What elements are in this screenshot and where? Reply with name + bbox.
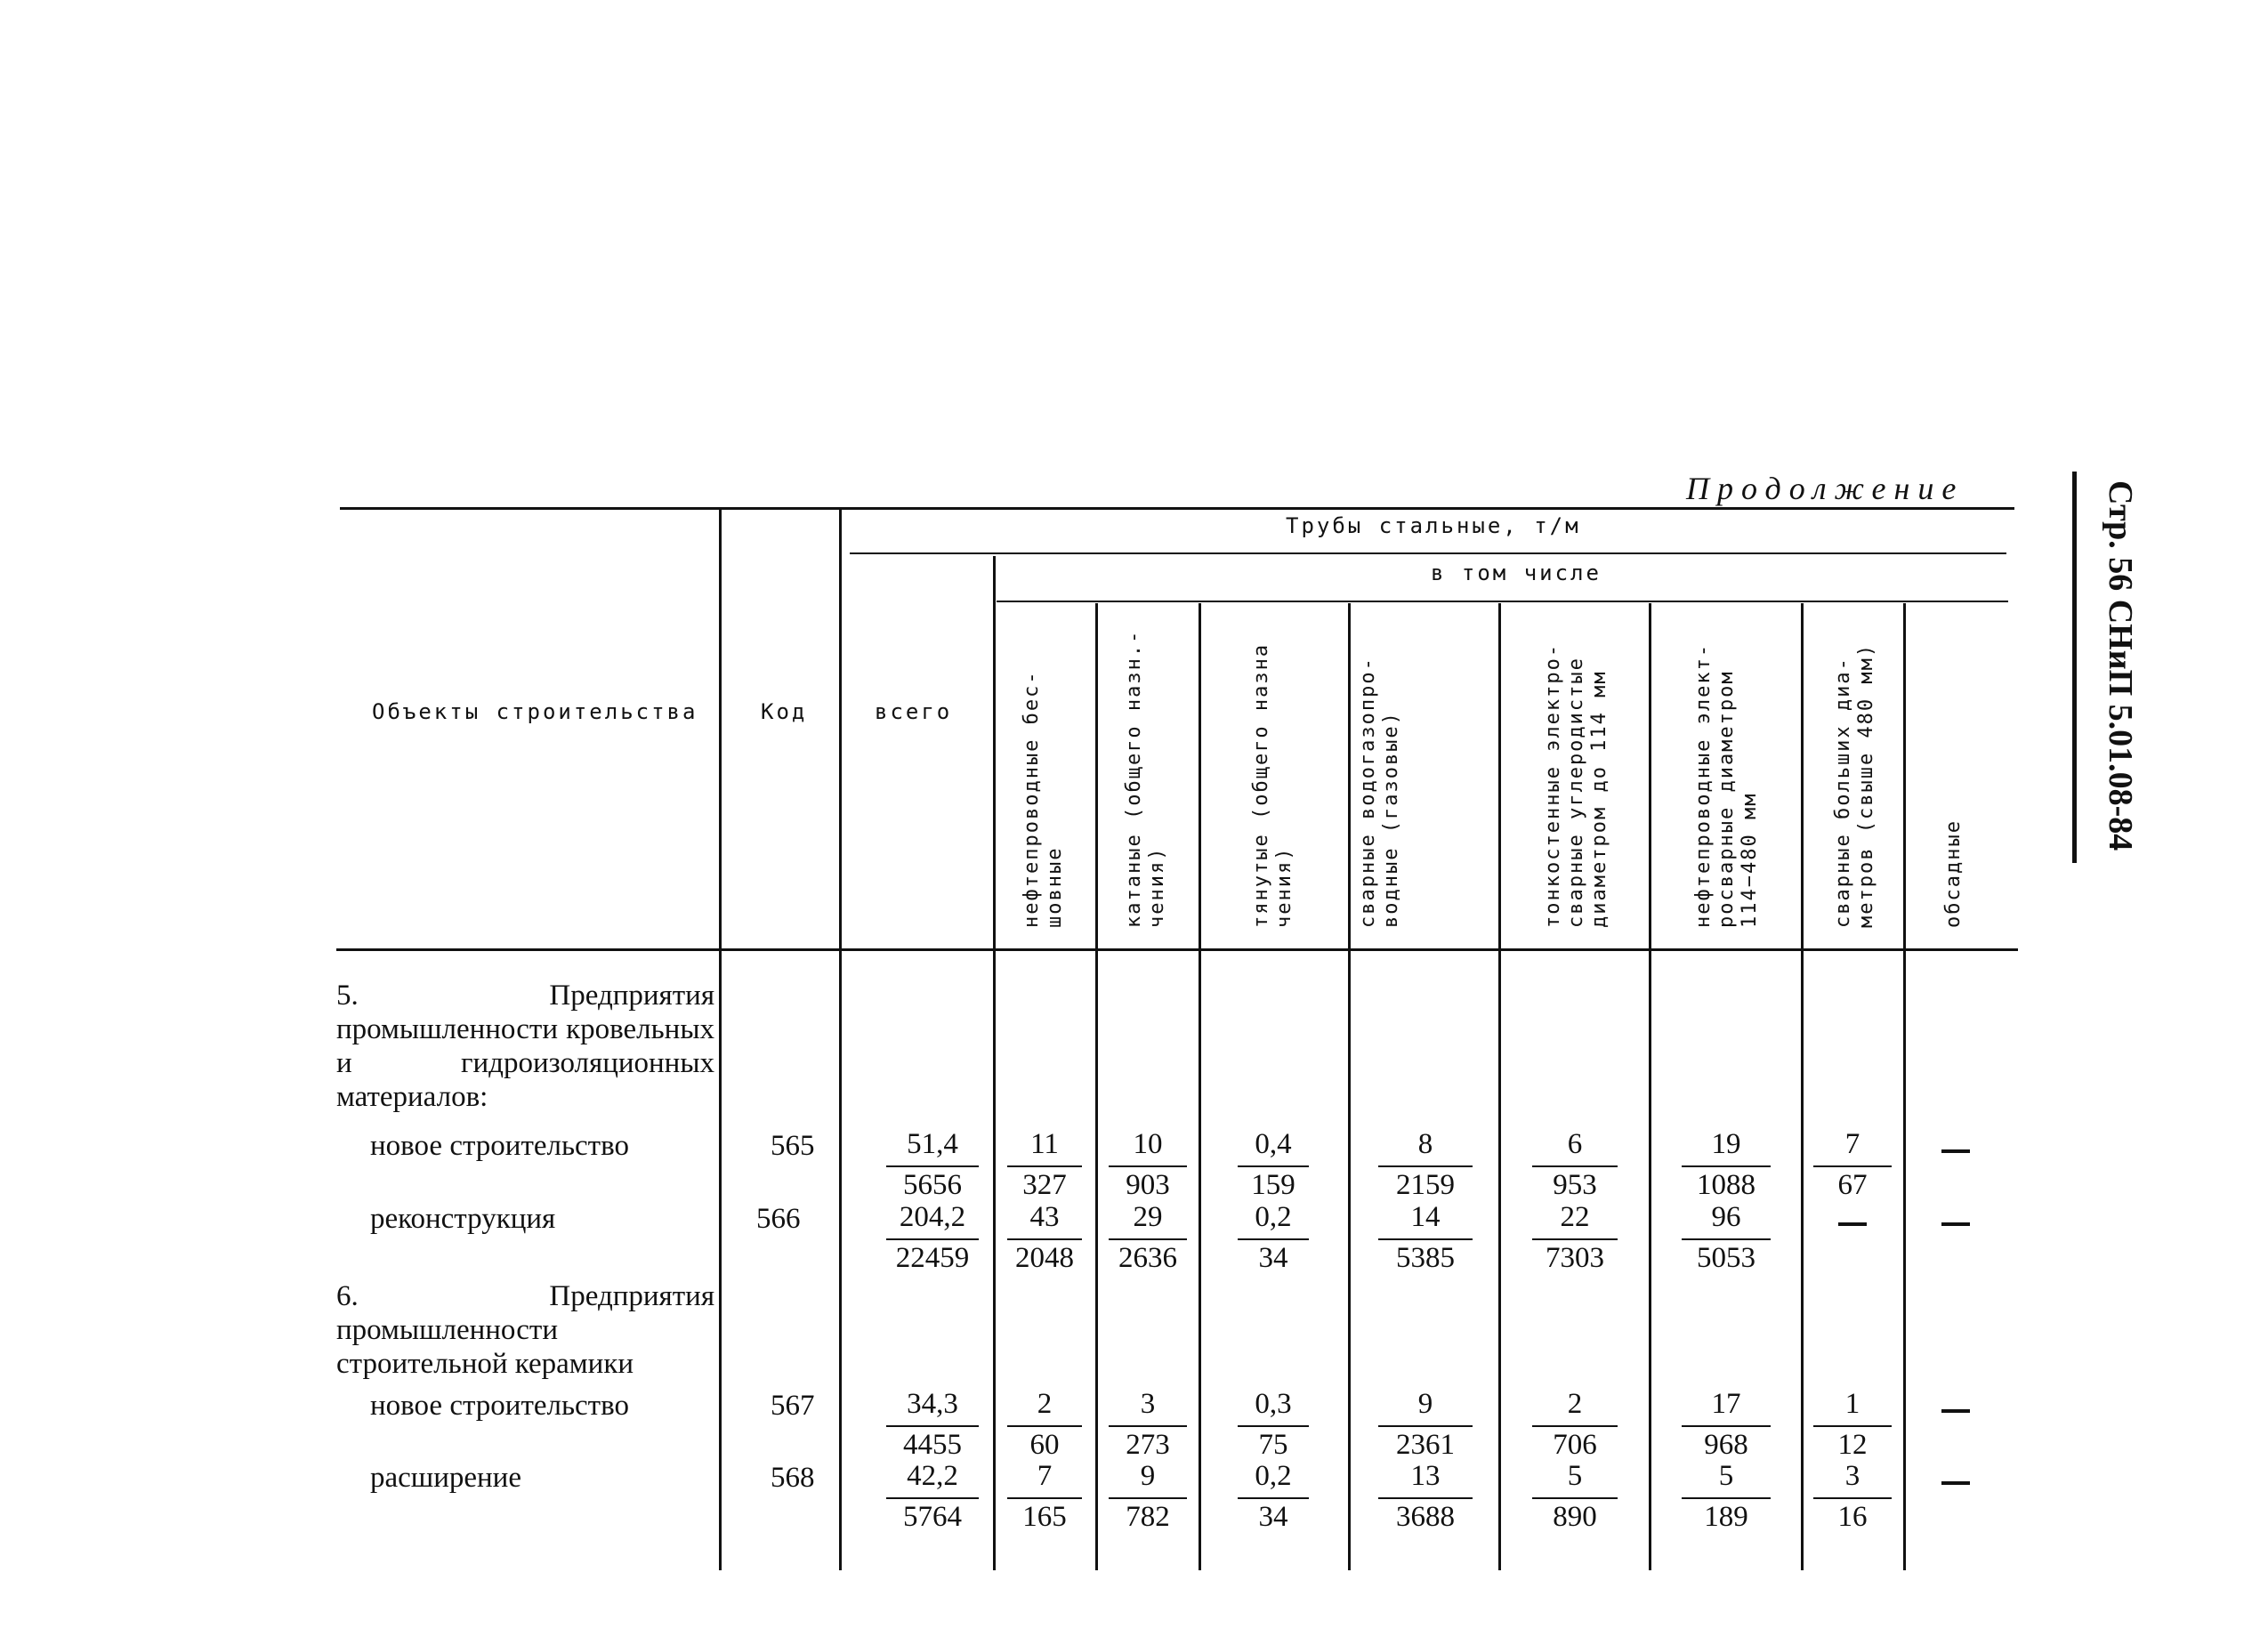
table-cell (1517, 1126, 1633, 1203)
cell-numerator: 204,2 (899, 1201, 966, 1233)
column-header-line: сварные водогазопро- (1357, 657, 1379, 928)
cell-denominator: 327 (1022, 1169, 1067, 1201)
page-reference-text: Стр. 56 СНиП 5.01.08-84 (2102, 480, 2139, 851)
table-cell (987, 1126, 1102, 1203)
cell-numerator: 13 (1410, 1460, 1441, 1492)
col-line (839, 507, 842, 1570)
column-header-2 (1123, 629, 1168, 928)
table-cell (1215, 1199, 1331, 1276)
header-code: Код (761, 699, 808, 724)
cell-denominator: 60 (1029, 1429, 1060, 1461)
column-header-line: тонкостенные электро- (1542, 642, 1564, 928)
table-cell (1795, 1458, 1910, 1535)
table-cell (1368, 1126, 1483, 1203)
cell-denominator: 2636 (1118, 1242, 1177, 1274)
cell-numerator: 3 (1844, 1460, 1860, 1492)
column-header-line: водные (газовые) (1380, 711, 1402, 928)
cell-denominator: 12 (1837, 1429, 1868, 1461)
cell-denominator: 706 (1553, 1429, 1597, 1461)
table-cell (1090, 1458, 1206, 1535)
cell-denominator: 2048 (1015, 1242, 1074, 1274)
table-top-rule (340, 507, 2014, 510)
cell-denominator: 1088 (1697, 1169, 1755, 1201)
cell-numerator: 7 (1844, 1128, 1860, 1160)
table-cell (875, 1126, 990, 1203)
cell-denominator: 34 (1258, 1501, 1288, 1533)
cell-numerator: 9 (1417, 1388, 1433, 1420)
cell-numerator: 96 (1711, 1201, 1741, 1233)
row-code: 568 (771, 1462, 815, 1494)
cell-denominator: 5764 (903, 1501, 962, 1533)
empty-dash (1838, 1222, 1867, 1226)
column-header-line: чения) (1146, 846, 1168, 928)
table-cell (1668, 1126, 1784, 1203)
row-code: 566 (756, 1203, 801, 1235)
cell-numerator: 5 (1718, 1460, 1734, 1492)
cell-numerator: 0,3 (1255, 1388, 1292, 1420)
cell-denominator: 5656 (903, 1169, 962, 1201)
table-cell (875, 1199, 990, 1276)
table-cell (1090, 1386, 1206, 1463)
empty-dash (1941, 1222, 1970, 1226)
table-cell (1090, 1126, 1206, 1203)
column-header-8 (1942, 819, 1965, 928)
column-header-line: нефтепроводные элект- (1692, 642, 1715, 928)
table-cell (1668, 1386, 1784, 1463)
table-cell (1368, 1386, 1483, 1463)
cell-numerator: 29 (1133, 1201, 1163, 1233)
column-header-7 (1832, 642, 1877, 928)
table-cell (875, 1458, 990, 1535)
cell-denominator: 75 (1258, 1429, 1288, 1461)
col-line (1649, 603, 1651, 1570)
row-label: новое строительство (370, 1130, 629, 1162)
row-code: 565 (771, 1130, 815, 1162)
continued-label: Продолжение (1686, 471, 1965, 506)
cell-numerator: 11 (1030, 1128, 1059, 1160)
table-cell (1517, 1386, 1633, 1463)
column-header-line: катаные (общего назн.- (1123, 629, 1145, 928)
side-rule (2072, 472, 2077, 863)
cell-denominator: 5385 (1396, 1242, 1455, 1274)
table-cell (1090, 1199, 1206, 1276)
cell-numerator: 22 (1560, 1201, 1590, 1233)
column-header-line: чения) (1273, 846, 1295, 928)
section-title: 5. Предприятия промышленности кровельных и гидроизоляционных материалов: (336, 980, 714, 1113)
cell-numerator: 0,2 (1255, 1201, 1292, 1233)
column-header-line: 114−480 мм (1739, 792, 1761, 928)
cell-denominator: 159 (1251, 1169, 1295, 1201)
table-cell (1795, 1126, 1910, 1203)
including-group-rule (997, 601, 2008, 602)
column-header-line: метров (свыше 480 мм) (1855, 642, 1877, 928)
column-header-4 (1357, 657, 1402, 928)
column-header-line: тянутые (общего назна (1250, 642, 1272, 928)
col-line (1348, 603, 1351, 1570)
header-total: всего (875, 699, 953, 724)
column-header-6 (1692, 642, 1761, 928)
cell-numerator: 51,4 (907, 1128, 958, 1160)
header-objects: Объекты строительства (372, 699, 698, 724)
cell-numerator: 7 (1037, 1460, 1053, 1492)
empty-dash (1941, 1149, 1970, 1153)
table-cell (875, 1386, 990, 1463)
section-title: 6. Предприятия промышленности строительной керамики (336, 1280, 714, 1380)
row-code: 567 (771, 1390, 815, 1422)
cell-numerator: 10 (1133, 1128, 1163, 1160)
cell-numerator: 5 (1567, 1460, 1583, 1492)
pipes-group-rule (850, 552, 2006, 554)
empty-dash (1941, 1409, 1970, 1413)
cell-denominator: 34 (1258, 1242, 1288, 1274)
col-line (1498, 603, 1501, 1570)
cell-numerator: 34,3 (907, 1388, 958, 1420)
cell-numerator: 9 (1140, 1460, 1156, 1492)
cell-denominator: 273 (1126, 1429, 1170, 1461)
row-label: реконструкция (370, 1203, 556, 1235)
column-header-5 (1542, 642, 1610, 928)
cell-denominator: 165 (1022, 1501, 1067, 1533)
column-header-3 (1250, 642, 1295, 928)
header-pipes-title: Трубы стальные, т/м (1286, 513, 1581, 538)
row-label: новое строительство (370, 1390, 629, 1422)
cell-denominator: 67 (1837, 1169, 1868, 1201)
cell-numerator: 2 (1037, 1388, 1053, 1420)
col-line (719, 507, 722, 1570)
column-header-line: росварные диаметром (1715, 670, 1738, 928)
cell-denominator: 5053 (1697, 1242, 1755, 1274)
cell-numerator: 1 (1844, 1388, 1860, 1420)
column-header-line: нефтепроводные бес- (1021, 670, 1043, 928)
table-cell (1368, 1458, 1483, 1535)
table-cell (987, 1458, 1102, 1535)
cell-denominator: 16 (1837, 1501, 1868, 1533)
table-cell (1215, 1458, 1331, 1535)
cell-numerator: 0,2 (1255, 1460, 1292, 1492)
column-header-line: диаметром до 114 мм (1588, 670, 1610, 928)
cell-denominator: 22459 (895, 1242, 970, 1274)
cell-numerator: 43 (1029, 1201, 1060, 1233)
table-cell (987, 1199, 1102, 1276)
cell-numerator: 6 (1567, 1128, 1583, 1160)
header-including: в том числе (1431, 560, 1602, 585)
table-cell (1795, 1386, 1910, 1463)
cell-denominator: 953 (1553, 1169, 1597, 1201)
row-label: расширение (370, 1462, 521, 1494)
cell-numerator: 3 (1140, 1388, 1156, 1420)
cell-denominator: 2361 (1396, 1429, 1455, 1461)
cell-denominator: 903 (1126, 1169, 1170, 1201)
column-header-line: обсадные (1942, 819, 1965, 928)
cell-denominator: 7303 (1546, 1242, 1604, 1274)
column-header-line: сварные углеродистые (1565, 657, 1587, 928)
cell-numerator: 17 (1711, 1388, 1741, 1420)
empty-dash (1941, 1481, 1970, 1485)
cell-numerator: 14 (1410, 1201, 1441, 1233)
cell-denominator: 2159 (1396, 1169, 1455, 1201)
table-cell (987, 1386, 1102, 1463)
table-cell (1668, 1199, 1784, 1276)
cell-denominator: 890 (1553, 1501, 1597, 1533)
cell-numerator: 2 (1567, 1388, 1583, 1420)
cell-denominator: 782 (1126, 1501, 1170, 1533)
column-header-line: сварные больших диа- (1832, 657, 1854, 928)
table-cell (1517, 1199, 1633, 1276)
page-reference (2104, 480, 2140, 863)
header-bottom-rule (336, 948, 2018, 951)
table-cell (1668, 1458, 1784, 1535)
cell-numerator: 8 (1417, 1128, 1433, 1160)
table-cell (1215, 1126, 1331, 1203)
cell-denominator: 189 (1704, 1501, 1748, 1533)
cell-denominator: 4455 (903, 1429, 962, 1461)
cell-denominator: 968 (1704, 1429, 1748, 1461)
cell-numerator: 19 (1711, 1128, 1741, 1160)
column-header-line: шовные (1044, 846, 1066, 928)
table-cell (1517, 1458, 1633, 1535)
cell-denominator: 3688 (1396, 1501, 1455, 1533)
table-cell (1215, 1386, 1331, 1463)
cell-numerator: 0,4 (1255, 1128, 1292, 1160)
table-cell (1368, 1199, 1483, 1276)
cell-numerator: 42,2 (907, 1460, 958, 1492)
